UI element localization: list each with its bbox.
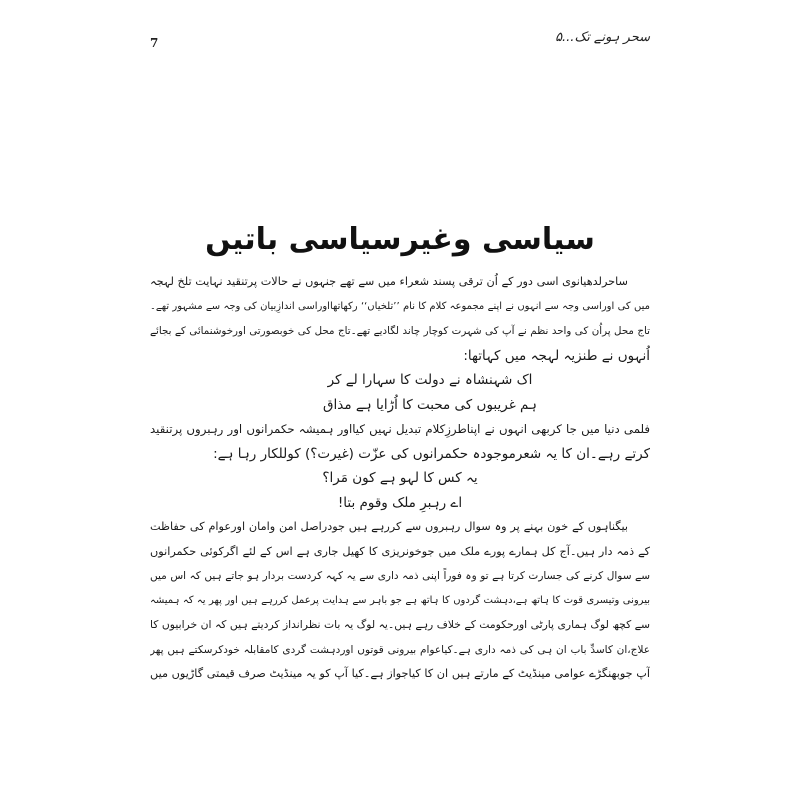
verse-line: یہ کس کا لہو ہے کون مَرا؟	[322, 470, 478, 486]
text-line: آپ جوبھنگڑے عوامی مینڈیٹ کے مارتے ہیں ان کا کیاجواز ہے۔کیا آپ کو یہ مینڈیٹ صرف قیمتی گاڑیوں میں	[150, 667, 650, 680]
text-line: کرتے رہے۔ان کا یہ شعرموجودہ حکمرانوں کی عزّت (غیرت؟) کوللکار رہا ہے:	[213, 445, 650, 462]
text-line: سے سوال کرنے کی جسارت کرتا ہے تو وہ فوراً اپنی ذمہ داری سے یہ کہہ کردست بردار ہو جاتے ہیں کہ اس میں	[150, 570, 650, 582]
text-line: کے ذمہ دار ہیں۔آج کل ہمارے پورے ملک میں جوخونریزی کا کھیل جاری ہے اس کے لئے اگرکوئی حکمرانوں	[150, 544, 650, 558]
verse-1	[150, 368, 650, 417]
text-line: علاج،ان کاسدِّ باب ان ہی کی ذمہ داری ہے۔کیاعوام بیرونی قوتوں اوردہشت گردی کامقابلہ خودکرسکتے ہیں پھر	[150, 643, 650, 656]
body-text	[150, 270, 650, 687]
running-title: سحر ہونے تک...۵	[555, 30, 650, 45]
verse-line: ہم غریبوں کی محبت کا اُڑایا ہے مذاق	[323, 396, 537, 413]
text-line: اُنہوں نے طنزیہ لہجہ میں کہاتھا:	[463, 347, 650, 364]
text-line: ساحرلدھیانوی اسی دور کے اُن ترقی پسند شعراء میں سے تھے جنہوں نے حالات پرتنقید نہایت تلخ لہجہ	[150, 275, 628, 288]
text-line: فلمی دنیا میں جا کربھی انہوں نے اپناطرزِکلام تبدیل نہیں کیااور ہمیشہ حکمرانوں اور رہبروں پرتنقید	[150, 422, 650, 436]
verse-line: اے رہبرِ ملک وقوم بتا!	[337, 494, 463, 511]
paragraph-2	[150, 417, 650, 466]
text-line: بیگناہوں کے خون بہنے پر وہ سوال رہبروں سے کررہے ہیں جودراصل امن وامان اورعوام کی حفاظت	[150, 520, 628, 533]
page-number: 7	[150, 36, 159, 50]
paragraph-1	[150, 270, 650, 368]
verse-line: اک شہنشاہ نے دولت کا سہارا لے کر	[327, 372, 533, 388]
paragraph-3	[150, 515, 650, 687]
text-line: تاج محل پراُن کی واحد نظم نے آپ کی شہرت کوچار چاند لگادیے تھے۔تاج محل کی خوبصورتی اورخوشنمائی کے بجائے	[150, 325, 650, 337]
text-line: بیرونی وتیسری قوت کا ہاتھ ہے،دہشت گردوں کا ہاتھ ہے جو باہر سے ہدایت پرعمل کررہے ہیں اور پھر یہ کہ ہمیشہ	[150, 594, 650, 606]
text-line: سے کچھ لوگ ہماری پارٹی اورحکومت کے خلاف رہے ہیں۔یہ لوگ یہ بات نظرانداز کردیتے ہیں کہ ان خرابیوں کا	[150, 618, 650, 631]
running-header	[150, 30, 650, 52]
chapter-title: سیاسی وغیرسیاسی باتیں	[205, 222, 595, 257]
verse-2	[150, 466, 650, 515]
text-line: میں کی اوراسی وجہ سے انہوں نے اپنے مجموعہ کلام کا نام ’’تلخیاں‘‘ رکھاتھااوراسی اندازِبیان کی وجہ سے مشہور تھے۔	[150, 300, 650, 312]
